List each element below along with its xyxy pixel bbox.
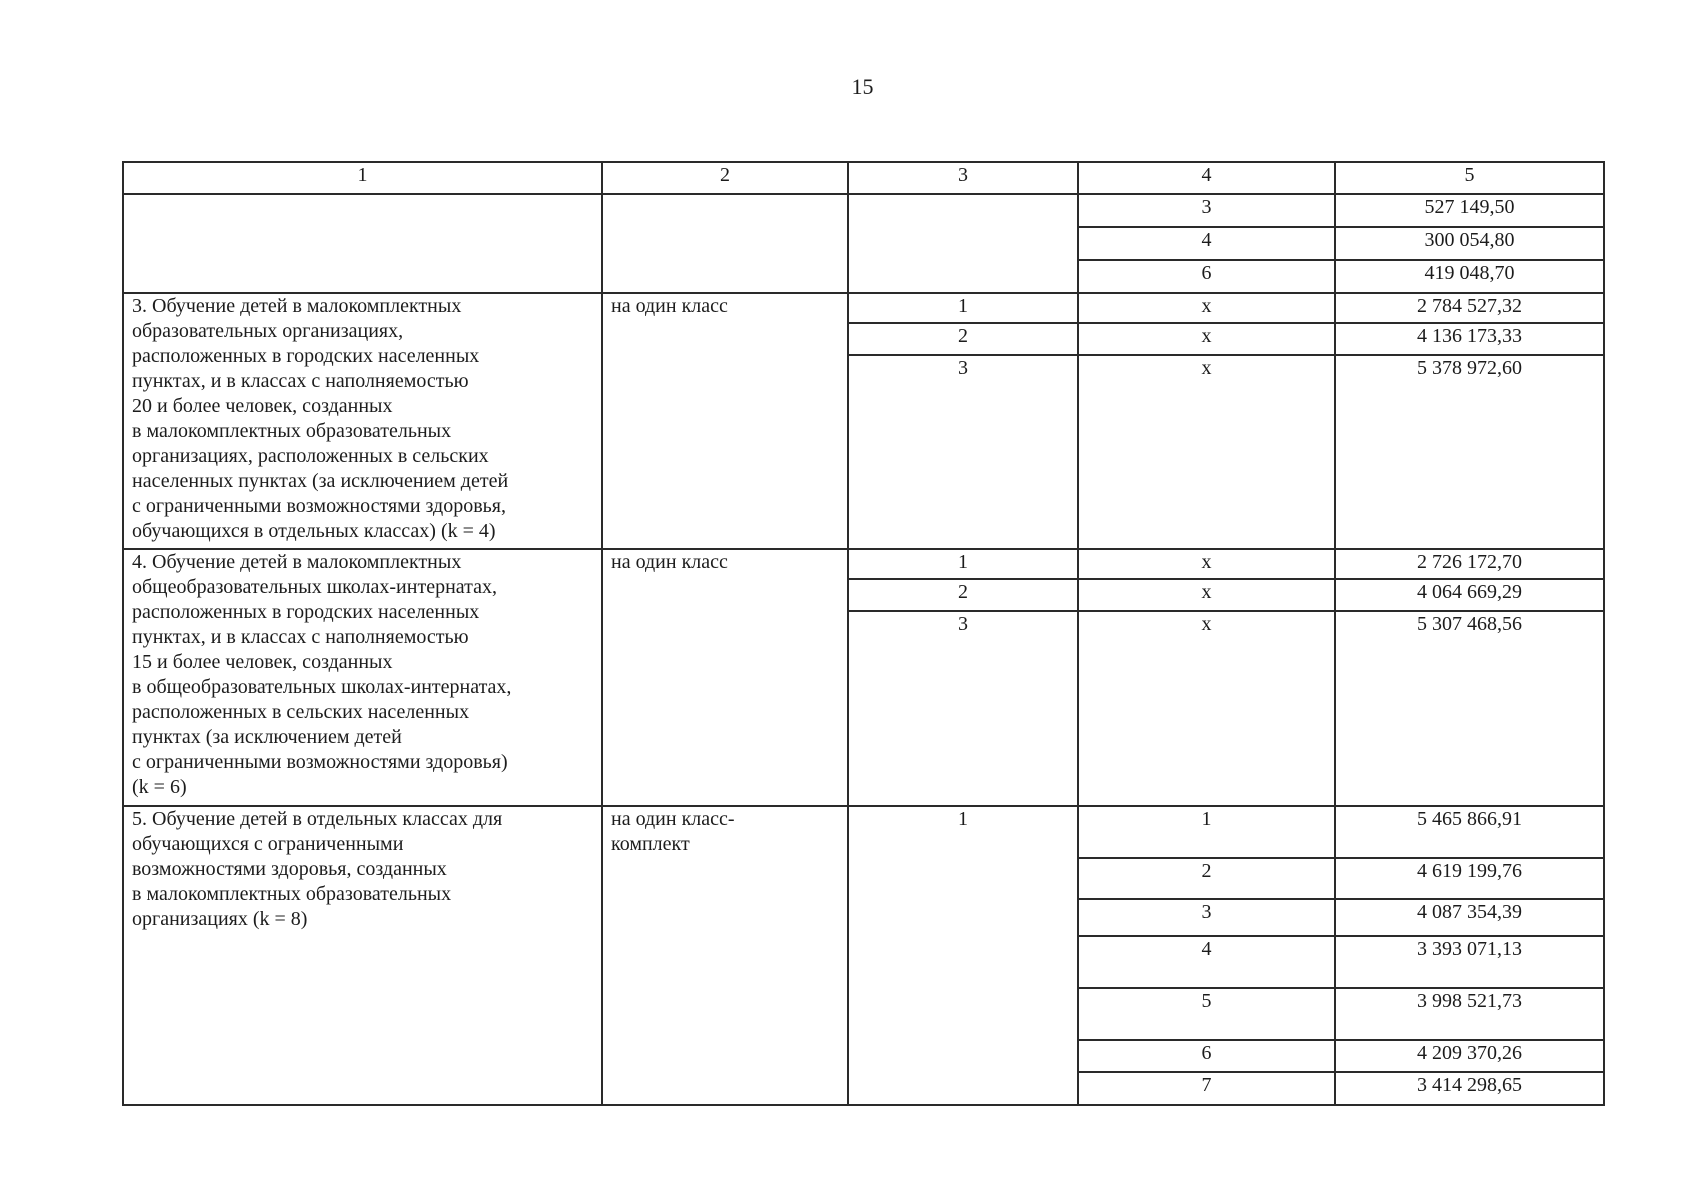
section-5-description: 5. Обучение детей в отдельных классах для обучающихся с ограниченными возможностями здоровья, созданных в малокомплектных образовательных организациях (k = 8) <box>123 806 602 1105</box>
col3-cell: 3 <box>848 355 1078 549</box>
table-row <box>123 194 1604 227</box>
table-header-row <box>123 162 1604 194</box>
col5-cell: 4 087 354,39 <box>1335 899 1604 936</box>
header-cell: 2 <box>602 162 848 194</box>
col5-cell: 3 414 298,65 <box>1335 1072 1604 1105</box>
header-cell: 1 <box>123 162 602 194</box>
tariff-table <box>122 161 1605 1106</box>
section-4-unit: на один класс <box>602 549 848 806</box>
section-3-unit: на один класс <box>602 293 848 549</box>
col4-cell: 6 <box>1078 1040 1335 1072</box>
header-cell: 3 <box>848 162 1078 194</box>
section-4-description: 4. Обучение детей в малокомплектных общеобразовательных школах-интернатах, расположенных в городских населенных пунктах, и в классах с наполняемостью 15 и более человек, созданных в общеобразовательных школах-интернатах, расположенных в сельских населенных пунктах (за исключением детей с ограниченными возможностями здоровья) (k = 6) <box>123 549 602 806</box>
table-row <box>123 806 1604 858</box>
col3-cell: 1 <box>848 549 1078 579</box>
col5-cell: 4 136 173,33 <box>1335 323 1604 355</box>
col3-cell: 3 <box>848 611 1078 806</box>
table-row <box>123 293 1604 323</box>
col4-cell: 6 <box>1078 260 1335 293</box>
col4-cell: 3 <box>1078 194 1335 227</box>
col4-cell: 1 <box>1078 806 1335 858</box>
table-row <box>123 549 1604 579</box>
empty-cell <box>848 194 1078 293</box>
col4-cell: x <box>1078 293 1335 323</box>
col5-cell: 4 619 199,76 <box>1335 858 1604 899</box>
col4-cell: 3 <box>1078 899 1335 936</box>
col5-cell: 5 307 468,56 <box>1335 611 1604 806</box>
page-number: 15 <box>851 74 874 99</box>
col3-cell: 1 <box>848 293 1078 323</box>
col5-cell: 419 048,70 <box>1335 260 1604 293</box>
col5-cell: 5 465 866,91 <box>1335 806 1604 858</box>
col5-cell: 2 726 172,70 <box>1335 549 1604 579</box>
col4-cell: x <box>1078 549 1335 579</box>
col5-cell: 2 784 527,32 <box>1335 293 1604 323</box>
col5-cell: 5 378 972,60 <box>1335 355 1604 549</box>
col3-cell: 1 <box>848 806 1078 1105</box>
col4-cell: 4 <box>1078 936 1335 988</box>
col3-cell: 2 <box>848 579 1078 611</box>
empty-cell <box>123 194 602 293</box>
col4-cell: 2 <box>1078 858 1335 899</box>
col5-cell: 4 209 370,26 <box>1335 1040 1604 1072</box>
col4-cell: 7 <box>1078 1072 1335 1105</box>
col5-cell: 4 064 669,29 <box>1335 579 1604 611</box>
col5-cell: 3 393 071,13 <box>1335 936 1604 988</box>
col4-cell: 4 <box>1078 227 1335 260</box>
col4-cell: x <box>1078 355 1335 549</box>
header-cell: 4 <box>1078 162 1335 194</box>
section-5-unit: на один класс- комплект <box>602 806 848 1105</box>
empty-cell <box>602 194 848 293</box>
col4-cell: 5 <box>1078 988 1335 1040</box>
header-cell: 5 <box>1335 162 1604 194</box>
col4-cell: x <box>1078 611 1335 806</box>
col4-cell: x <box>1078 323 1335 355</box>
col5-cell: 300 054,80 <box>1335 227 1604 260</box>
col5-cell: 527 149,50 <box>1335 194 1604 227</box>
col5-cell: 3 998 521,73 <box>1335 988 1604 1040</box>
section-3-description: 3. Обучение детей в малокомплектных образовательных организациях, расположенных в городских населенных пунктах, и в классах с наполняемостью 20 и более человек, созданных в малокомплектных образовательных организациях, расположенных в сельских населенных пунктах (за исключением детей с ограниченными возможностями здоровья, обучающихся в отдельных классах) (k = 4) <box>123 293 602 549</box>
col3-cell: 2 <box>848 323 1078 355</box>
col4-cell: x <box>1078 579 1335 611</box>
